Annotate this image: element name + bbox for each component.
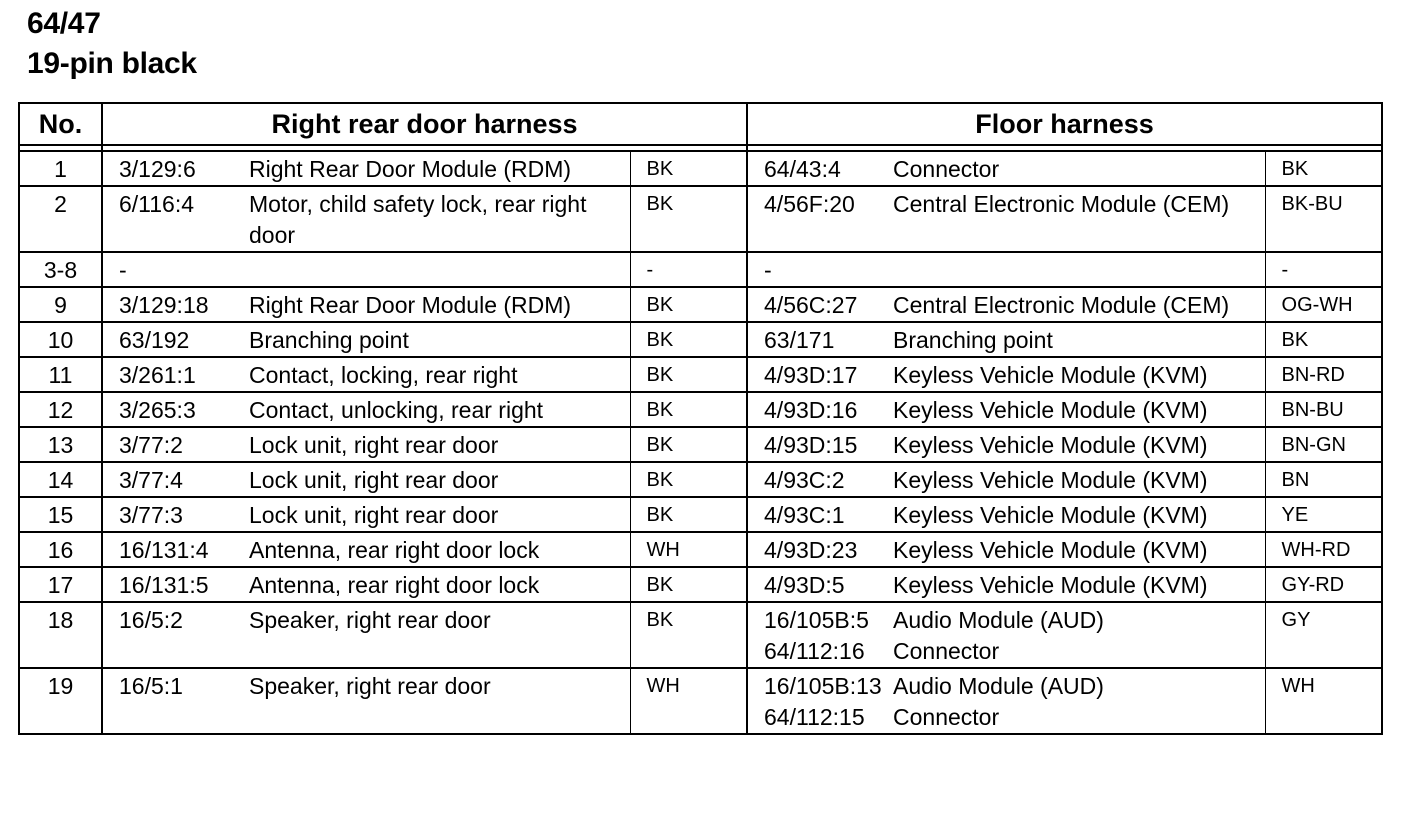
floor-harness-wire-color-text: BN-GN (1281, 434, 1346, 456)
floor-harness-connector (747, 532, 889, 567)
floor-harness-wire-color (1265, 567, 1382, 602)
door-harness-description (245, 497, 630, 532)
floor-harness-description-text: Keyless Vehicle Module (KVM) (893, 467, 1208, 493)
door-harness-connector (102, 567, 245, 602)
door-harness-wire-color-text: BK (646, 434, 674, 456)
floor-harness-description-text: Keyless Vehicle Module (KVM) (893, 537, 1208, 563)
pin-number-text: 9 (54, 292, 67, 318)
door-harness-wire-color-text: BK (646, 364, 674, 386)
door-harness-wire-color (630, 287, 747, 322)
floor-harness-connector-text: 4/93D:17 (764, 362, 858, 388)
floor-harness-description (889, 186, 1265, 252)
floor-harness-description (889, 602, 1265, 668)
floor-harness-connector-text: - (764, 257, 772, 283)
door-harness-connector (102, 252, 245, 287)
pin-number-text: 10 (47, 327, 74, 353)
door-harness-connector (102, 602, 245, 668)
floor-harness-connector-text: 4/56F:20 (764, 191, 855, 217)
door-harness-wire-color (630, 602, 747, 668)
floor-harness-description (889, 151, 1265, 186)
table-header-row (19, 103, 1382, 145)
floor-harness-wire-color-text: BN (1281, 469, 1310, 491)
floor-harness-connector-text: 16/105B:5 (764, 607, 869, 633)
pin-number (19, 392, 102, 427)
door-harness-connector-text: 3/77:4 (119, 467, 183, 493)
door-harness-connector-text: 63/192 (119, 327, 190, 353)
door-harness-description (245, 186, 630, 252)
floor-harness-connector-text: 4/93C:2 (764, 467, 845, 493)
pin-number-text: 16 (47, 537, 74, 563)
pin-number-text: 18 (47, 607, 74, 633)
door-harness-wire-color (630, 427, 747, 462)
door-harness-connector (102, 497, 245, 532)
floor-harness-description-text: Central Electronic Module (CEM) (893, 292, 1230, 318)
floor-harness-description (889, 668, 1265, 734)
pin-number (19, 532, 102, 567)
pin-number-text: 17 (47, 572, 74, 598)
floor-harness-wire-color (1265, 252, 1382, 287)
table-row (19, 186, 1382, 252)
floor-harness-connector-text: 4/93D:16 (764, 397, 858, 423)
door-harness-connector-text: 6/116:4 (119, 191, 195, 217)
floor-harness-description-text: Connector (893, 156, 1000, 182)
floor-harness-connector-text: 16/105B:13 (764, 673, 882, 699)
floor-harness-description-text: Keyless Vehicle Module (KVM) (893, 502, 1208, 528)
pin-number-text: 3-8 (43, 257, 78, 283)
floor-harness-connector-text: 4/93D:5 (764, 572, 845, 598)
table-row (19, 532, 1382, 567)
door-harness-wire-color-text: BK (646, 504, 674, 526)
floor-harness-connector (747, 567, 889, 602)
table-row (19, 602, 1382, 668)
door-harness-description (245, 392, 630, 427)
floor-harness-connector-text: 4/93C:1 (764, 502, 845, 528)
floor-harness-description (889, 427, 1265, 462)
floor-harness-wire-color (1265, 392, 1382, 427)
table-row (19, 462, 1382, 497)
floor-harness-connector-text: 63/171 (764, 327, 835, 353)
door-harness-description-text: Speaker, right rear door (249, 607, 491, 633)
floor-harness-wire-color-text: BK-BU (1281, 193, 1343, 215)
pin-number-text: 15 (47, 502, 74, 528)
floor-harness-connector-text: 4/56C:27 (764, 292, 858, 318)
pin-number-text: 11 (48, 362, 73, 388)
door-harness-connector-text: 16/131:4 (119, 537, 209, 563)
floor-harness-description (889, 567, 1265, 602)
door-harness-description (245, 602, 630, 668)
floor-harness-wire-color-text: BN-RD (1281, 364, 1345, 386)
floor-harness-connector (747, 602, 889, 668)
door-harness-description-text: Antenna, rear right door lock (249, 572, 540, 598)
floor-harness-wire-color (1265, 357, 1382, 392)
header-no: No. (19, 103, 102, 145)
door-harness-wire-color-text: BK (646, 609, 674, 631)
floor-harness-description-text: Connector (893, 704, 1000, 730)
door-harness-wire-color (630, 357, 747, 392)
table-row (19, 392, 1382, 427)
floor-harness-description (889, 322, 1265, 357)
floor-harness-description-text: Central Electronic Module (CEM) (893, 191, 1230, 217)
pin-number (19, 252, 102, 287)
door-harness-description (245, 567, 630, 602)
floor-harness-connector-text: 64/112:16 (764, 638, 865, 664)
floor-harness-connector (747, 252, 889, 287)
floor-harness-connector (747, 186, 889, 252)
floor-harness-description-text: Connector (893, 638, 1000, 664)
door-harness-wire-color-text: BK (646, 399, 674, 421)
floor-harness-connector (747, 427, 889, 462)
floor-harness-wire-color-text: WH-RD (1281, 539, 1351, 561)
door-harness-connector (102, 427, 245, 462)
pin-table-body (19, 145, 1382, 734)
door-harness-wire-color (630, 322, 747, 357)
door-harness-connector-text: 3/77:3 (119, 502, 183, 528)
pin-number (19, 462, 102, 497)
pin-table (18, 102, 1383, 735)
pin-number (19, 602, 102, 668)
door-harness-wire-color-text: WH (646, 675, 680, 697)
floor-harness-description (889, 287, 1265, 322)
door-harness-description-text: Branching point (249, 327, 409, 353)
floor-harness-wire-color-text: - (1281, 259, 1289, 281)
pin-number-text: 19 (47, 673, 74, 699)
door-harness-connector (102, 357, 245, 392)
door-harness-description (245, 357, 630, 392)
door-harness-wire-color (630, 462, 747, 497)
pin-number (19, 287, 102, 322)
connector-description: 19-pin black (27, 47, 197, 80)
floor-harness-connector-text: 64/112:15 (764, 704, 865, 730)
table-row (19, 497, 1382, 532)
door-harness-description-text: Right Rear Door Module (RDM) (249, 156, 572, 182)
door-harness-description (245, 322, 630, 357)
pin-number (19, 567, 102, 602)
door-harness-description (245, 252, 630, 287)
floor-harness-wire-color (1265, 602, 1382, 668)
table-row (19, 668, 1382, 734)
floor-harness-wire-color-text: OG-WH (1281, 294, 1353, 316)
header-floor-harness: Floor harness (747, 103, 1382, 145)
pin-number-text: 14 (47, 467, 74, 493)
door-harness-description-text: Speaker, right rear door (249, 673, 491, 699)
door-harness-wire-color (630, 532, 747, 567)
door-harness-connector-text: 3/129:18 (119, 292, 209, 318)
door-harness-description (245, 668, 630, 734)
door-harness-description (245, 151, 630, 186)
door-harness-wire-color-text: BK (646, 469, 674, 491)
door-harness-description-text: Antenna, rear right door lock (249, 537, 540, 563)
floor-harness-wire-color-text: YE (1281, 504, 1309, 526)
floor-harness-wire-color (1265, 532, 1382, 567)
floor-harness-connector (747, 497, 889, 532)
floor-harness-wire-color-text: BK (1281, 158, 1309, 180)
door-harness-wire-color (630, 497, 747, 532)
floor-harness-description-text: Keyless Vehicle Module (KVM) (893, 397, 1208, 423)
door-harness-wire-color-text: - (646, 259, 654, 281)
door-harness-connector-text: 16/5:1 (119, 673, 183, 699)
door-harness-wire-color-text: BK (646, 294, 674, 316)
floor-harness-connector-text: 4/93D:15 (764, 432, 858, 458)
floor-harness-wire-color-text: GY (1281, 609, 1311, 631)
door-harness-wire-color-text: BK (646, 193, 674, 215)
floor-harness-connector (747, 392, 889, 427)
door-harness-wire-color (630, 252, 747, 287)
door-harness-wire-color-text: WH (646, 539, 680, 561)
door-harness-connector (102, 186, 245, 252)
connector-id: 64/47 (27, 7, 101, 40)
floor-harness-wire-color-text: BN-BU (1281, 399, 1344, 421)
door-harness-connector (102, 322, 245, 357)
floor-harness-wire-color (1265, 668, 1382, 734)
door-harness-description-text: Contact, unlocking, rear right (249, 397, 544, 423)
floor-harness-wire-color (1265, 287, 1382, 322)
door-harness-description-text: Right Rear Door Module (RDM) (249, 292, 572, 318)
floor-harness-description-text: Keyless Vehicle Module (KVM) (893, 432, 1208, 458)
door-harness-connector-text: 16/131:5 (119, 572, 209, 598)
floor-harness-wire-color (1265, 427, 1382, 462)
door-harness-description (245, 462, 630, 497)
door-harness-connector-text: 3/261:1 (119, 362, 196, 388)
door-harness-wire-color (630, 186, 747, 252)
door-harness-connector-text: 3/77:2 (119, 432, 183, 458)
door-harness-description-text: Lock unit, right rear door (249, 467, 499, 493)
door-harness-description (245, 287, 630, 322)
door-harness-description (245, 427, 630, 462)
door-harness-description-text: Contact, locking, rear right (249, 362, 518, 388)
floor-harness-connector-text: 64/43:4 (764, 156, 841, 182)
floor-harness-wire-color (1265, 322, 1382, 357)
door-harness-connector (102, 151, 245, 186)
pin-number (19, 497, 102, 532)
door-harness-connector (102, 462, 245, 497)
door-harness-connector (102, 532, 245, 567)
table-row (19, 151, 1382, 186)
table-row (19, 287, 1382, 322)
floor-harness-connector (747, 357, 889, 392)
table-row (19, 322, 1382, 357)
door-harness-connector (102, 668, 245, 734)
floor-harness-description (889, 357, 1265, 392)
pin-number (19, 357, 102, 392)
door-harness-connector-text: 16/5:2 (119, 607, 183, 633)
floor-harness-connector (747, 151, 889, 186)
header-right-rear-door-harness: Right rear door harness (102, 103, 747, 145)
door-harness-connector-text: 3/265:3 (119, 397, 196, 423)
door-harness-wire-color (630, 392, 747, 427)
floor-harness-connector (747, 287, 889, 322)
floor-harness-description (889, 497, 1265, 532)
floor-harness-description (889, 532, 1265, 567)
floor-harness-description (889, 392, 1265, 427)
pin-number (19, 322, 102, 357)
table-row (19, 357, 1382, 392)
floor-harness-description-text: Branching point (893, 327, 1053, 353)
floor-harness-description (889, 252, 1265, 287)
pin-number (19, 186, 102, 252)
door-harness-description-text: Motor, child safety lock, rear right door (249, 191, 587, 248)
pin-number-text: 13 (47, 432, 74, 458)
floor-harness-wire-color (1265, 151, 1382, 186)
floor-harness-connector (747, 322, 889, 357)
pin-number-text: 2 (54, 191, 67, 217)
connector-title (27, 4, 197, 84)
floor-harness-description (889, 462, 1265, 497)
floor-harness-wire-color-text: BK (1281, 329, 1309, 351)
table-row (19, 252, 1382, 287)
floor-harness-description-text: Audio Module (AUD) (893, 673, 1104, 699)
door-harness-wire-color (630, 668, 747, 734)
door-harness-connector (102, 287, 245, 322)
door-harness-wire-color-text: BK (646, 329, 674, 351)
door-harness-description-text: Lock unit, right rear door (249, 432, 499, 458)
floor-harness-connector (747, 462, 889, 497)
door-harness-wire-color (630, 567, 747, 602)
door-harness-description-text: Lock unit, right rear door (249, 502, 499, 528)
table-row (19, 567, 1382, 602)
floor-harness-wire-color (1265, 462, 1382, 497)
pin-number (19, 151, 102, 186)
door-harness-connector-text: 3/129:6 (119, 156, 196, 182)
pin-number-text: 12 (47, 397, 74, 423)
floor-harness-connector (747, 668, 889, 734)
floor-harness-wire-color (1265, 497, 1382, 532)
door-harness-wire-color (630, 151, 747, 186)
door-harness-connector (102, 392, 245, 427)
door-harness-wire-color-text: BK (646, 158, 674, 180)
floor-harness-wire-color-text: GY-RD (1281, 574, 1345, 596)
pin-number (19, 427, 102, 462)
floor-harness-connector-text: 4/93D:23 (764, 537, 858, 563)
door-harness-wire-color-text: BK (646, 574, 674, 596)
floor-harness-wire-color (1265, 186, 1382, 252)
floor-harness-description-text: Audio Module (AUD) (893, 607, 1104, 633)
floor-harness-description-text: Keyless Vehicle Module (KVM) (893, 572, 1208, 598)
pin-number (19, 668, 102, 734)
table-row (19, 427, 1382, 462)
door-harness-connector-text: - (119, 257, 127, 283)
door-harness-description (245, 532, 630, 567)
pin-number-text: 1 (54, 156, 67, 182)
floor-harness-wire-color-text: WH (1281, 675, 1315, 697)
floor-harness-description-text: Keyless Vehicle Module (KVM) (893, 362, 1208, 388)
